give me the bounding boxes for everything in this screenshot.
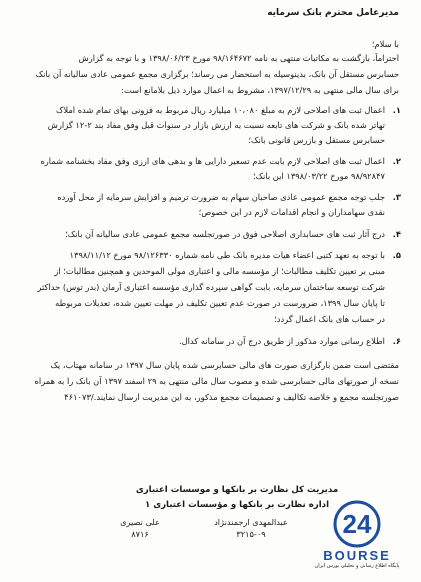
signatory-1-name: علی نصیری <box>120 517 160 527</box>
item-5-line-4: تا پایان سال ۱۳۹۹، ضرورست در صورت عدم تعیین تکلیف در مهلت تعیین شده، تعدیلات مربوطه <box>55 298 385 308</box>
item-number-4: ۴. <box>392 229 401 239</box>
item-1-line-1: اعمال ثبت های اصلاحی لازم به مبلغ ۱۰،۰۸۰ میلیارد ریال مربوط به فزونی بهای تمام شده املاک <box>55 105 385 115</box>
item-2-line-2: ۹۸/۹۲۸۴۷ مورخ ۱۳۹۸/۰۳/۲۲ این بانک؛ <box>252 171 385 181</box>
item-number-6: ۶. <box>392 336 401 346</box>
item-6-line-1: اطلاع رسانی موارد مذکور از طریق درج آن در سامانه کدال. <box>178 336 385 346</box>
item-1-line-3: حسابرس مستقل و بازرس قانونی بانک؛ <box>248 135 385 145</box>
item-2-line-1: اعمال ثبت های اصلاحی لازم بابت عدم تسعیر دارایی ها و بدهی های ارزی وفق مفاد بخشنامه شماره <box>40 156 385 166</box>
logo-word: BOURSE <box>323 548 391 563</box>
item-5-line-3: شرکت توسعه ساختمان سرمایه، بابت گواهی سپرده گذاری مؤسسه اعتباری آرمان (بدر توس) حداکثر <box>37 282 385 292</box>
signatory-1-id: ۸۷۱۶ <box>131 529 149 539</box>
item-number-3: ۳. <box>392 192 401 202</box>
item-5-line-1: با توجه به تعهد کتبی اعضاء هیات مدیره بانک طی نامه شماره ۹۸/۱۲۶۳۳۰ مورخ ۱۳۹۸/۱۱/۱۲ <box>69 250 385 260</box>
signature-title: مدیریت کل نظارت بر بانکها و موسسات اعتباری <box>135 485 339 495</box>
item-3-line-1: جلب توجه مجمع عمومی عادی صاحبان سهام به ضرورت ترمیم و افزایش سرمایه از محل آورده <box>57 192 385 202</box>
item-5-line-2: مبنی بر تعیین تکلیف مطالبات؛ از مؤسسه مالی و اعتباری مولی الموحدین و همچنین مطالبات؛ از <box>54 266 385 276</box>
intro-line-3: برای سال مالی منتهی به ۱۳۹۷/۱۲/۲۹، مشروط به اعمال موارد ذیل بلامانع است: <box>121 85 399 95</box>
closing-line-3: صورتجلسه مجمع و خلاصه تکالیف و تصمیمات مجمع مذکور، به این مدیریت ارسال نمایند./۴۶۱۰۷۳ <box>64 392 399 402</box>
logo-caption: پایگاه اطلاع رسانی و تحلیلی بورس ایران <box>314 563 400 569</box>
logo-number: 24 <box>342 509 372 539</box>
greeting: با سلام؛ <box>371 39 399 49</box>
item-3-line-2: نقدی سهامداران و انجام اقدامات لازم در این خصوص؛ <box>198 207 385 217</box>
item-number-2: ۲. <box>392 156 401 166</box>
item-4-line-1: درج آثار ثبت های حسابداری اصلاحی فوق در صورتجلسه مجمع عمومی عادی سالیانه آن بانک؛ <box>65 229 385 239</box>
item-5-line-5: در حساب های بانک اعمال گردد؛ <box>274 314 385 324</box>
signatory-2-name: عبدالمهدی ارجمندنژاد <box>214 517 288 527</box>
closing-line-1: مقتضی است ضمن بارگزاری صورت های مالی حسابرسی شده پایان سال ۱۳۹۷ در سامانه مهتاب، یک <box>50 360 399 370</box>
item-number-5: ۵. <box>392 250 401 260</box>
intro-line-2: حسابرس مستقل آن بانک، بدینوسیله به استحضار می رساند؛ برگزاری مجمع عمومی عادی سالیانه آن بانک <box>35 69 399 79</box>
signatory-2-id: ۳۲۱۵-۰۹ <box>236 529 266 539</box>
closing-line-2: نسخه از صورتهای مالی حسابرسی شده و مصوب سال مالی منتهی به ۲۹ اسفند ۱۳۹۷ آن بانک را به همراه <box>34 376 399 386</box>
signature-subtitle: اداره نظارت بر بانکها و مؤسسات اعتباری ۱ <box>144 500 330 510</box>
intro-line-1: احتراماً، بازگشت به مکاتبات منتهی به نامه ۹۸/۱۶۴۶۷۲ مورخ ۱۳۹۸/۰۶/۲۳ و با توجه به گزارش <box>78 53 399 63</box>
item-number-1: ۱. <box>392 105 401 115</box>
addressee: مدیرعامل محترم بانک سرمایه <box>267 8 399 18</box>
item-1-line-2: تهاتر شده بانک و شرکت های تابعه نسبت به ارزش بازار در سنوات قبل وفق مفاد بند ۲-۱۲ گزارش <box>47 120 385 130</box>
